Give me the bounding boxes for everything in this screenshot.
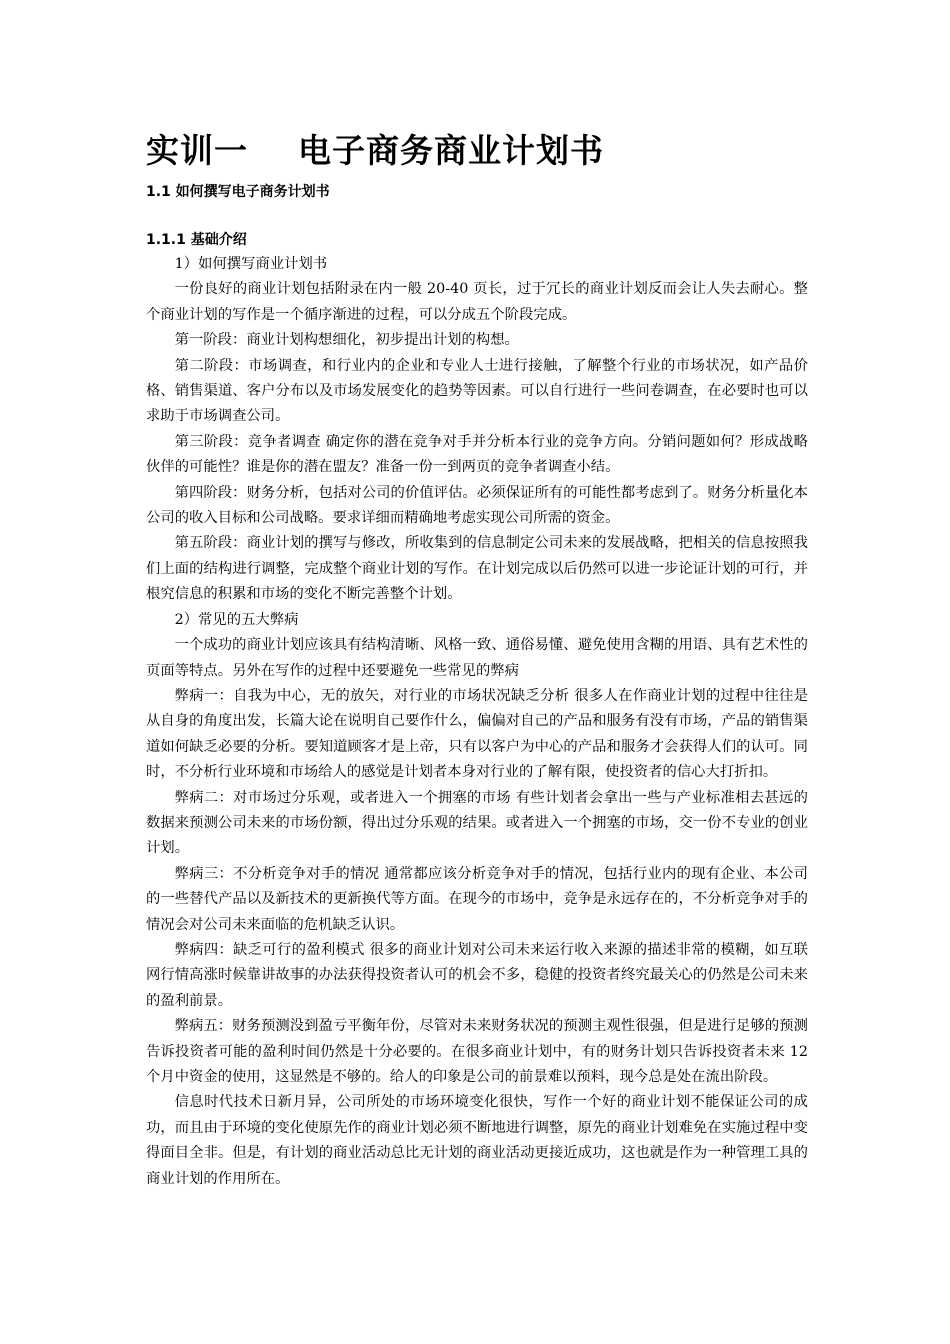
paragraph: 2）常见的五大弊病 [174, 611, 299, 628]
paragraph: 1）如何撰写商业计划书 [174, 256, 328, 272]
paragraph: 一个成功的商业计划应该具有结构清晰、风格一致、通俗易懂、避免使用含糊的用语、具有艺术性的页面等特点。另外在写作的过程中还要避免一些常见的弊病 [146, 637, 808, 679]
paragraph: 一份良好的商业计划包括附录在内一般 20-40 页长，过于冗长的商业计划反而会让人失去耐心。整个商业计划的写作是一个循序渐进的过程，可以分成五个阶段完成。 [146, 281, 808, 323]
paragraph: 第三阶段：竞争者调查 确定你的潜在竞争对手并分析本行业的竞争方向。分销问题如何？形成战略伙伴的可能性？谁是你的潜在盟友？准备一份一到两页的竞争者调查小结。 [146, 433, 808, 476]
paragraph: 信息时代技术日新月异，公司所处的市场环境变化很快，写作一个好的商业计划不能保证公司的成功，而且由于环境的变化使原先作的商业计划必须不断地进行调整，原先的商业计划难免在实施过程中变得面目全非。但是，有计划的商业活动总比无计划的商业活动更接近成功，这也就是作为一种管理工具的商业计划的作用所在。 [146, 1094, 808, 1187]
paragraph: 弊病一：自我为中心，无的放矢，对行业的市场状况缺乏分析 很多人在作商业计划的过程中往往是从自身的角度出发，长篇大论在说明自己要作什么，偏偏对自己的产品和服务有没有市场，产品的销售渠道如何缺乏必要的分析。要知道顾客才是上帝，只有以客户为中心的产品和服务才会获得人们的认可。同时，不分析行业环境和市场给人的感觉是计划者本身对行业的了解有限，使投资者的信心大打折扣。 [146, 687, 808, 781]
paragraph: 第四阶段：财务分析，包括对公司的价值评估。必须保证所有的可能性都考虑到了。财务分析量化本公司的收入目标和公司战略。要求详细而精确地考虑实现公司所需的资金。 [146, 484, 808, 527]
subsection-heading: 1.1.1 基础介绍 [146, 232, 247, 248]
paragraph: 弊病三：不分析竞争对手的情况 通常都应该分析竞争对手的情况，包括行业内的现有企业、本公司的一些替代产品以及新技术的更新换代等方面。在现今的市场中，竞争是永远存在的，不分析竞争对手的情况会对公司未来面临的危机缺乏认识。 [146, 865, 808, 933]
paragraph: 弊病四：缺乏可行的盈利模式 很多的商业计划对公司未来运行收入来源的描述非常的模糊，如互联网行情高涨时候靠讲故事的办法获得投资者认可的机会不多，稳健的投资者终究最关心的仍然是公司未来的盈利前景。 [146, 941, 808, 1009]
section-heading: 1.1 如何撰写电子商务计划书 [146, 184, 330, 200]
page-title: 实训一 电子商务商业计划书 [146, 131, 604, 170]
paragraph: 弊病二：对市场过分乐观，或者进入一个拥塞的市场 有些计划者会拿出一些与产业标准相去甚远的数据来预测公司未来的市场份额，得出过分乐观的结果。或者进入一个拥塞的市场，交一份不专业的创业计划。 [146, 789, 808, 857]
body-text [146, 252, 808, 1192]
paragraph: 第一阶段：商业计划构想细化，初步提出计划的构想。 [174, 332, 519, 349]
paragraph: 弊病五：财务预测没到盈亏平衡年份，尽管对未来财务状况的预测主观性很强，但是进行足够的预测告诉投资者可能的盈利时间仍然是十分必要的。在很多商业计划中，有的财务计划只告诉投资者未来 12 个月中资金的使用，这显然是不够的。给人的印象是公司的前景难以预料，现今总是处在流出阶段。 [146, 1018, 808, 1085]
paragraph: 第五阶段：商业计划的撰写与修改，所收集到的信息制定公司未来的发展战略，把相关的信息按照我们上面的结构进行调整，完成整个商业计划的写作。在计划完成以后仍然可以进一步论证计划的可行，并根究信息的积累和市场的变化不断完善整个计划。 [146, 535, 808, 603]
paragraph: 第二阶段：市场调查，和行业内的企业和专业人士进行接触，了解整个行业的市场状况，如产品价格、销售渠道、客户分布以及市场发展变化的趋势等因素。可以自行进行一些问卷调查，在必要时也可以求助于市场调查公司。 [146, 357, 808, 425]
document-page [146, 128, 808, 1192]
